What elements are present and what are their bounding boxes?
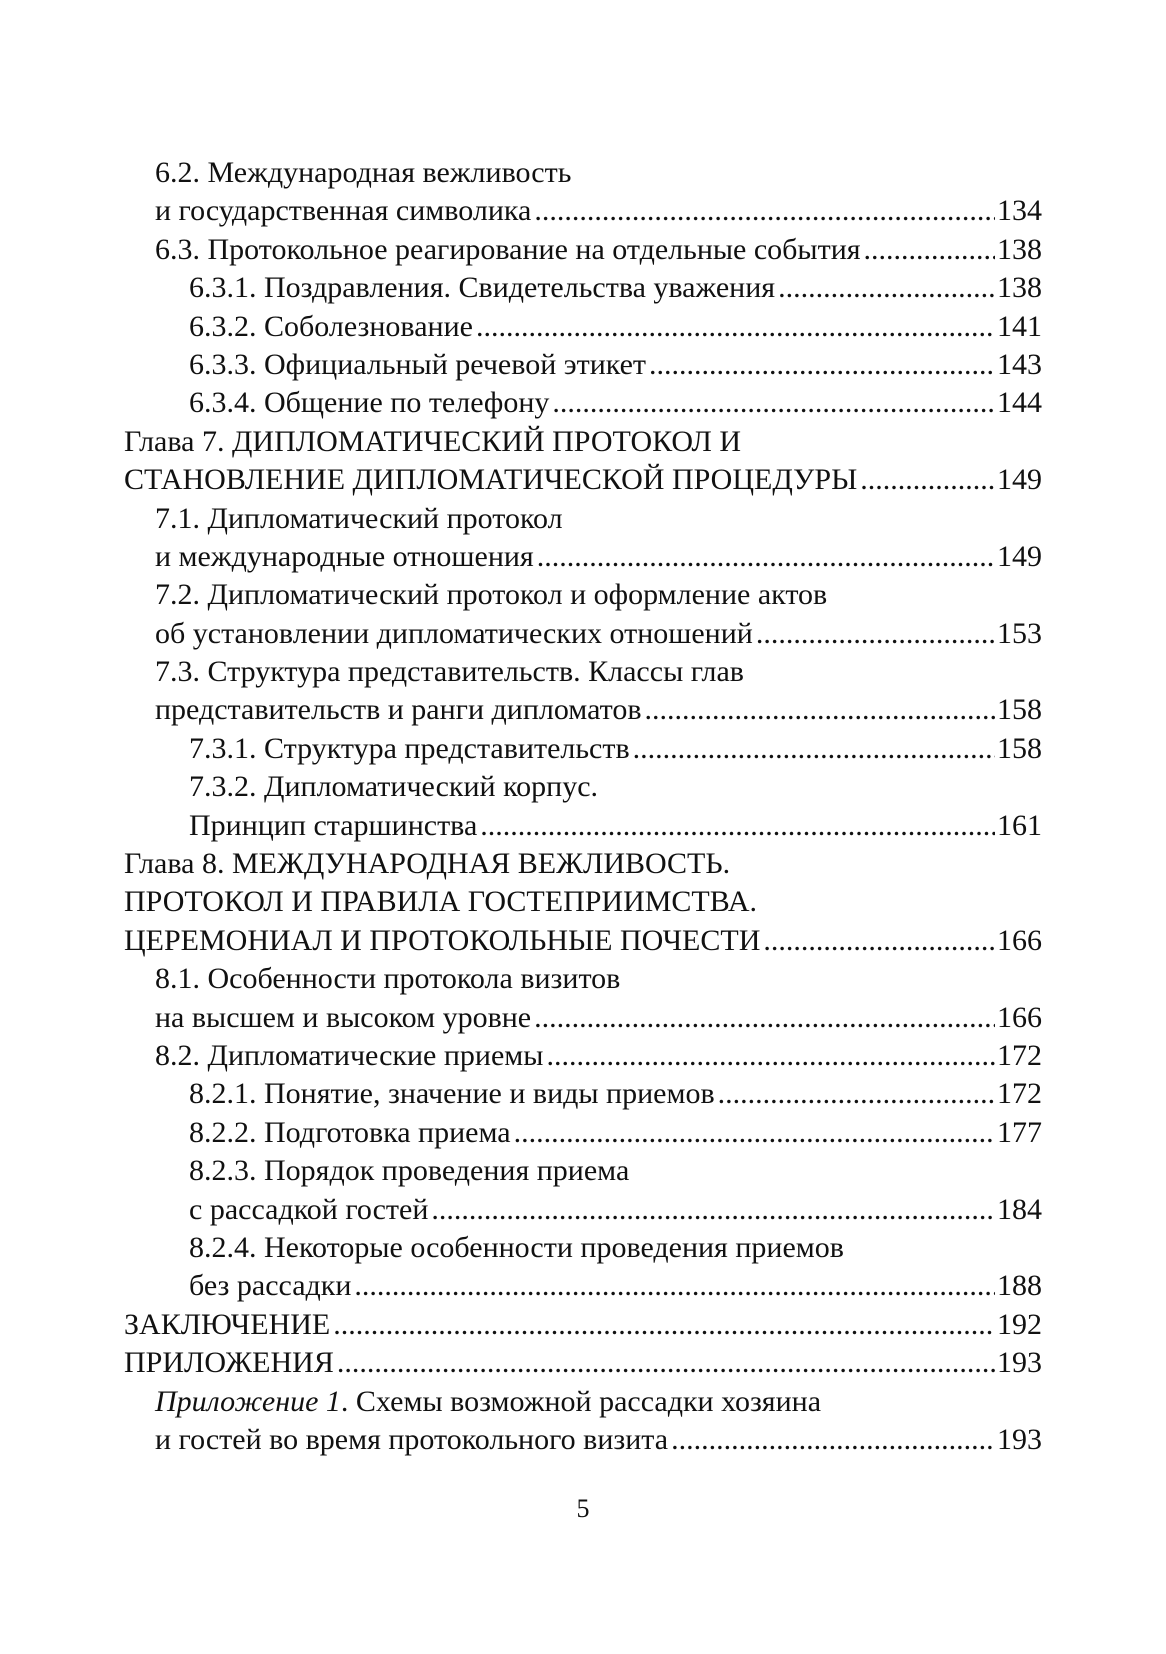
toc-page-number: 193 [997,1422,1042,1456]
toc-leader-dots [546,1037,995,1075]
toc-page-number: 166 [997,1000,1042,1034]
toc-leader-dots [480,807,995,845]
toc-leader-dots [552,384,995,422]
toc-entry-title-rest: . Схемы возможной рассадки хозяина [340,1384,822,1418]
toc-entry [0,308,1166,346]
toc-entry-title: 7.1. Дипломатический протокол [155,501,563,535]
toc-entry-title: ЦЕРЕМОНИАЛ И ПРОТОКОЛЬНЫЕ ПОЧЕСТИ [124,923,761,957]
toc-entry-title: и международные отношения [155,539,534,573]
toc-entry [0,691,1166,729]
toc-page-number: 138 [997,271,1042,305]
toc-entry [0,615,1166,653]
toc-leader-dots [756,615,995,653]
toc-entry-title: 6.3.2. Соболезнование [189,309,473,343]
toc-entry-title: ЗАКЛЮЧЕНИЕ [124,1307,331,1341]
toc-entry-title: 7.3.1. Структура представительств [189,731,630,765]
toc-entry-title: 8.1. Особенности протокола визитов [155,962,621,996]
toc-entry-title: и государственная символика [155,194,532,228]
toc-entry-title: 6.2. Международная вежливость [155,156,572,189]
toc-entry-title: с рассадкой гостей [189,1192,429,1226]
toc-leader-dots [514,1114,995,1152]
toc-entry-title: СТАНОВЛЕНИЕ ДИПЛОМАТИЧЕСКОЙ ПРОЦЕДУРЫ [124,463,858,497]
toc-page-number: 192 [997,1307,1042,1341]
toc-entry [0,1152,1166,1190]
toc-entry-title: 7.2. Дипломатический протокол и оформление актов [155,578,828,612]
toc-entry [0,576,1166,614]
toc-entry [0,922,1166,960]
toc-entry [0,1383,1166,1421]
toc-entry-title [155,1383,821,1421]
toc-entry [0,1306,1166,1344]
toc-page-number: 138 [997,232,1042,266]
toc-entry [0,423,1166,461]
toc-leader-dots [860,461,995,499]
toc-entry-title: ПРОТОКОЛ И ПРАВИЛА ГОСТЕПРИИМСТВА. [124,885,758,919]
toc-entry-title: представительств и ранги дипломатов [155,693,642,727]
toc-entry [0,845,1166,883]
toc-leader-dots [337,1344,995,1382]
toc-entry [0,1075,1166,1113]
toc-entry-title: 7.3. Структура представительств. Классы глав [155,655,744,689]
toc-entry [0,1344,1166,1382]
toc-entry-italic-prefix: Приложение 1 [155,1384,341,1418]
toc-page-number: 193 [997,1346,1042,1380]
toc-entry [0,346,1166,384]
toc-page-number: 166 [997,923,1042,957]
toc-entry-title: 8.2.4. Некоторые особенности проведения приемов [189,1230,844,1264]
toc-entry-title: Принцип старшинства [189,808,478,842]
toc-entry-title: 6.3. Протокольное реагирование на отдельные события [155,232,861,266]
toc-entry-title: на высшем и высоком уровне [155,1000,532,1034]
toc-leader-dots [778,269,995,307]
toc-entry [0,807,1166,845]
toc-entry-title: и гостей во время протокольного визита [155,1422,669,1456]
toc-entry-title: без рассадки [189,1269,352,1303]
toc-entry [0,768,1166,806]
toc-entry-title: Глава 7. ДИПЛОМАТИЧЕСКИЙ ПРОТОКОЛ И [124,424,742,458]
toc-entry [0,384,1166,422]
toc-page-number: 134 [997,194,1042,228]
toc-entry [0,231,1166,269]
toc-leader-dots [354,1267,995,1305]
toc-entry [0,1037,1166,1075]
toc-page-number: 188 [997,1269,1042,1303]
toc-entry [0,154,1166,192]
toc-page-number: 149 [997,463,1042,497]
toc-page-number: 161 [997,808,1042,842]
toc-leader-dots [671,1421,995,1459]
toc-leader-dots [534,192,995,230]
toc-leader-dots [534,999,995,1037]
table-of-contents [0,154,1166,1459]
toc-entry [0,1114,1166,1152]
toc-entry [0,960,1166,998]
toc-entry [0,653,1166,691]
toc-entry [0,1267,1166,1305]
toc-entry-title: ПРИЛОЖЕНИЯ [124,1346,334,1380]
toc-entry [0,269,1166,307]
toc-leader-dots [633,730,995,768]
toc-entry [0,730,1166,768]
toc-leader-dots [537,538,995,576]
toc-leader-dots [431,1191,995,1229]
toc-entry [0,883,1166,921]
toc-entry-title: 6.3.4. Общение по телефону [189,386,550,420]
toc-page-number: 141 [997,309,1042,343]
toc-entry [0,999,1166,1037]
toc-page-number: 158 [997,693,1042,727]
toc-entry [0,538,1166,576]
toc-entry-title: об установлении дипломатических отношений [155,616,753,650]
toc-entry-title: 8.2.3. Порядок проведения приема [189,1154,630,1188]
toc-leader-dots [649,346,995,384]
toc-leader-dots [476,308,995,346]
toc-leader-dots [763,922,995,960]
toc-leader-dots [333,1306,995,1344]
toc-entry-title: 6.3.1. Поздравления. Свидетельства уважения [189,271,776,305]
toc-page-number: 153 [997,616,1042,650]
toc-entry [0,500,1166,538]
toc-leader-dots [864,231,995,269]
toc-entry-title: 7.3.2. Дипломатический корпус. [189,770,599,804]
toc-page-number: 172 [997,1038,1042,1072]
toc-entry [0,1191,1166,1229]
toc-entry [0,461,1166,499]
toc-page-number: 144 [997,386,1042,420]
toc-entry-title: 8.2.2. Подготовка приема [189,1115,511,1149]
toc-entry [0,1229,1166,1267]
toc-leader-dots [645,691,996,729]
page-number: 5 [576,1494,590,1523]
toc-entry-title: Глава 8. МЕЖДУНАРОДНАЯ ВЕЖЛИВОСТЬ. [124,847,731,881]
toc-entry [0,192,1166,230]
toc-page-number: 177 [997,1115,1042,1149]
toc-entry-title: 8.2. Дипломатические приемы [155,1038,544,1072]
toc-page-number: 184 [997,1192,1042,1226]
toc-entry-title: 8.2.1. Понятие, значение и виды приемов [189,1077,715,1111]
toc-page-number: 172 [997,1077,1042,1111]
toc-entry-title: 6.3.3. Официальный речевой этикет [189,347,647,381]
toc-leader-dots [718,1075,995,1113]
toc-page-number: 143 [997,347,1042,381]
toc-page-number: 158 [997,731,1042,765]
toc-entry [0,1421,1166,1459]
toc-page-number: 149 [997,539,1042,573]
